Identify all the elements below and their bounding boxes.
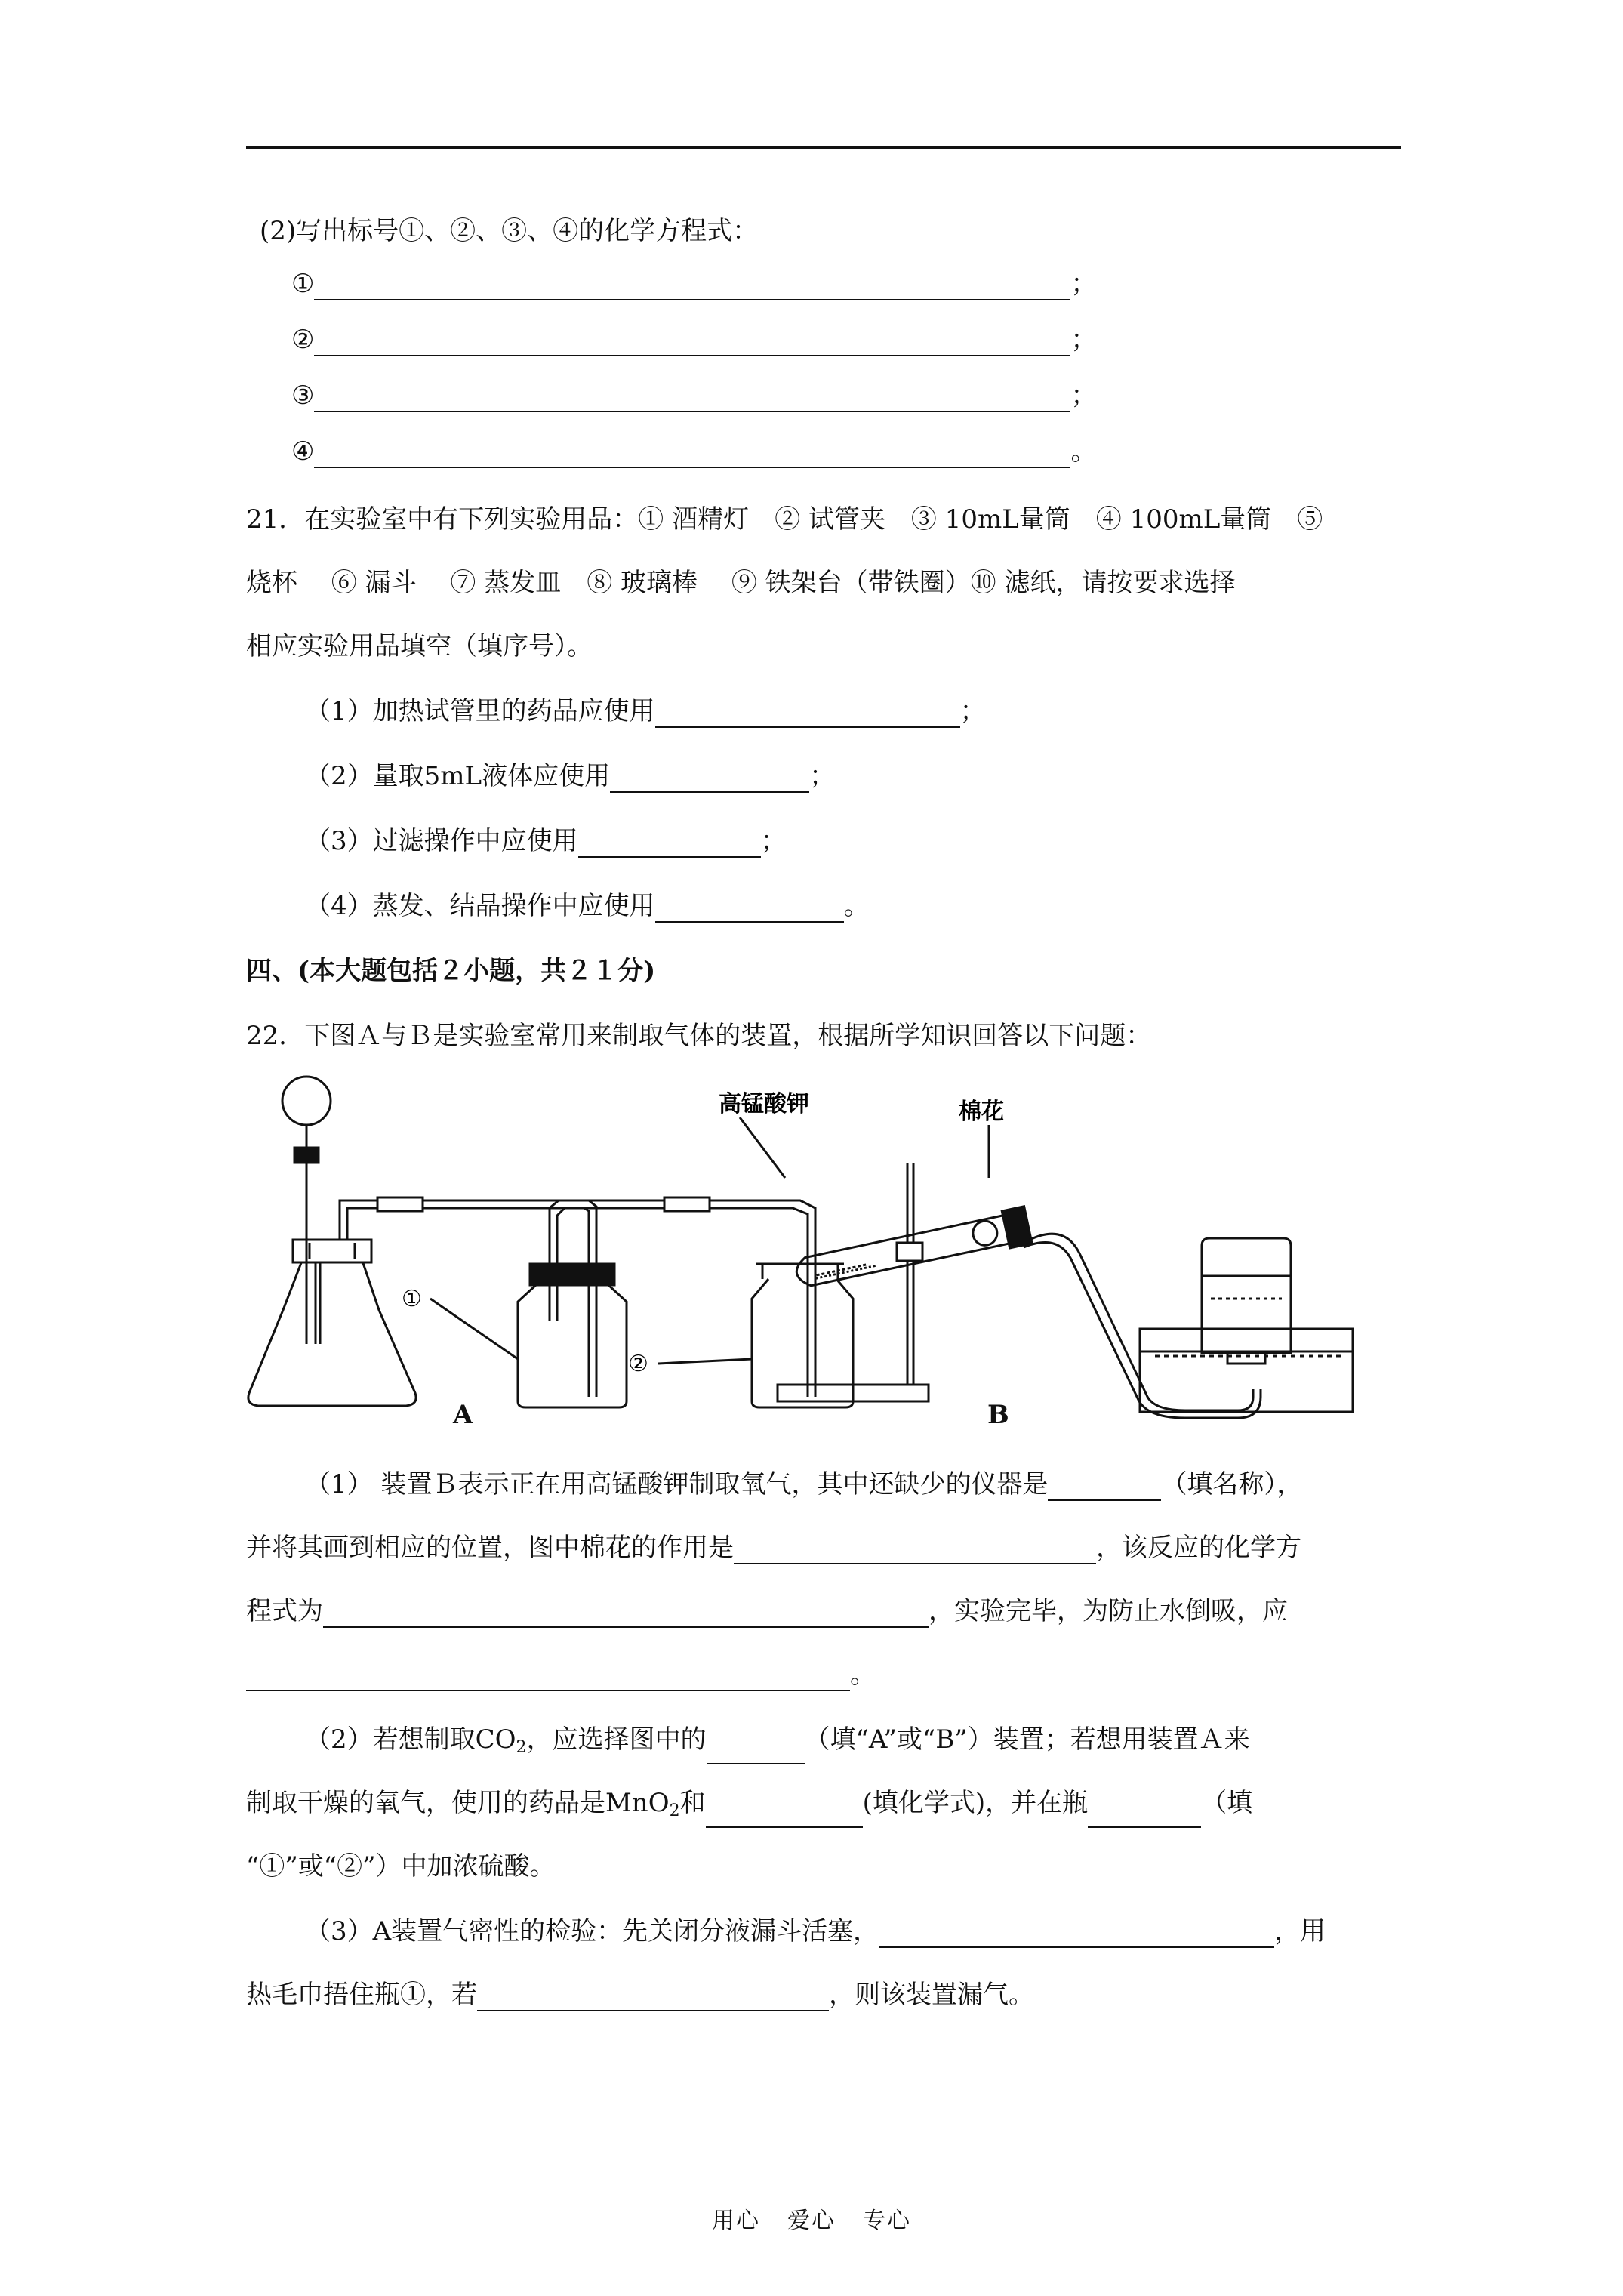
- q21-sub-3: （3）过滤操作中应使用 ；: [305, 826, 787, 856]
- q20-part2-prompt: (2)写出标号①、②、③、④的化学方程式：: [260, 216, 759, 246]
- q22-intro: 22．下图Ａ与Ｂ是实验室常用来制取气体的装置，根据所学知识回答以下问题：: [246, 1021, 1152, 1051]
- q21-text-line-1: 21．在实验室中有下列实验用品：① 酒精灯 ② 试管夹 ③ 10mL量筒 ④ 100mL量筒 ⑤: [246, 504, 1323, 535]
- answer-blank[interactable]: [1048, 1474, 1161, 1501]
- q22-p2-line-1: （2）若想制取$CO_2$，应选择图中的 （填“A”或“B”）装置；若想用装置Ａ来: [305, 1723, 1250, 1756]
- q22-p1-line-3: 程式为 ，实验完毕，为防止水倒吸，应: [246, 1596, 1288, 1626]
- figure-label-a: A: [453, 1400, 473, 1430]
- apparatus-figure: [242, 1072, 1525, 1435]
- q21-sub-1: （1）加热试管里的药品应使用 ；: [305, 696, 986, 726]
- answer-blank[interactable]: [707, 1737, 805, 1764]
- conical-flask: [248, 1240, 416, 1406]
- page-footer: 用心 爱心 专心: [712, 2208, 911, 2234]
- section-heading: 四、(本大题包括２小题，共２１分): [246, 956, 656, 986]
- q21-sub-4: （4）蒸发、结晶操作中应使用 。: [305, 891, 870, 921]
- q20-equation-4: ④ 。: [291, 436, 1097, 467]
- figure-label-b: B: [987, 1400, 1009, 1430]
- answer-blank[interactable]: [246, 1664, 850, 1691]
- bottle-2-mark: ②: [628, 1351, 648, 1377]
- q22-p3-line-2: 热毛巾捂住瓶①，若 ，则该装置漏气。: [246, 1980, 1034, 2010]
- q20-equation-1: ① ；: [291, 269, 1097, 299]
- q21-sub-2: （2）量取5mL液体应使用 ；: [305, 761, 836, 791]
- q21-text-line-3: 相应实验用品填空（填序号）。: [246, 631, 593, 661]
- q22-p2-line-2: 制取干燥的氧气，使用的药品是MnO$_2$和 (填化学式)，并在瓶 （填: [246, 1786, 1252, 1820]
- q20-equation-3: ③ ；: [291, 381, 1097, 411]
- cotton-label: 棉花: [959, 1099, 1004, 1125]
- answer-blank[interactable]: [610, 766, 809, 793]
- answer-blank[interactable]: [1088, 1801, 1201, 1828]
- answer-blank[interactable]: [314, 385, 1070, 412]
- answer-blank[interactable]: [879, 1921, 1274, 1948]
- separatory-funnel: [282, 1077, 331, 1344]
- header-rule: [246, 146, 1401, 149]
- q21-text-line-2: 烧杯 ⑥ 漏斗 ⑦ 蒸发皿 ⑧ 玻璃棒 ⑨ 铁架台（带铁圈）⑩ 滤纸，请按要求选择: [246, 568, 1236, 598]
- answer-blank[interactable]: [706, 1801, 863, 1828]
- answer-blank[interactable]: [655, 895, 844, 923]
- answer-blank[interactable]: [323, 1601, 929, 1628]
- answer-blank[interactable]: [734, 1537, 1096, 1564]
- answer-blank[interactable]: [314, 441, 1070, 468]
- answer-blank[interactable]: [314, 329, 1070, 356]
- q22-p1-line-2: 并将其画到相应的位置，图中棉花的作用是 ，该反应的化学方: [246, 1533, 1301, 1563]
- gas-collecting-bottle: [1202, 1238, 1291, 1364]
- q20-equation-2: ② ；: [291, 325, 1097, 355]
- answer-blank[interactable]: [477, 1984, 829, 2011]
- kmno4-label: 高锰酸钾: [719, 1091, 809, 1117]
- bottle-1-mark: ①: [402, 1286, 422, 1312]
- wash-bottle-1: [518, 1264, 627, 1407]
- water-trough: [1140, 1329, 1353, 1412]
- answer-blank[interactable]: [314, 273, 1070, 300]
- answer-blank[interactable]: [578, 831, 761, 858]
- delivery-tube-b: [1024, 1234, 1261, 1418]
- answer-blank[interactable]: [655, 701, 960, 728]
- q22-p3-line-1: （3）A装置气密性的检验：先关闭分液漏斗活塞， ，用: [305, 1916, 1326, 1946]
- q22-p1-line-4: 。: [246, 1658, 876, 1691]
- q22-p2-line-3: “①”或“②”）中加浓硫酸。: [246, 1851, 556, 1881]
- q22-p1-line-1: （1） 装置Ｂ表示正在用高锰酸钾制取氧气，其中还缺少的仪器是 （填名称），: [305, 1469, 1303, 1499]
